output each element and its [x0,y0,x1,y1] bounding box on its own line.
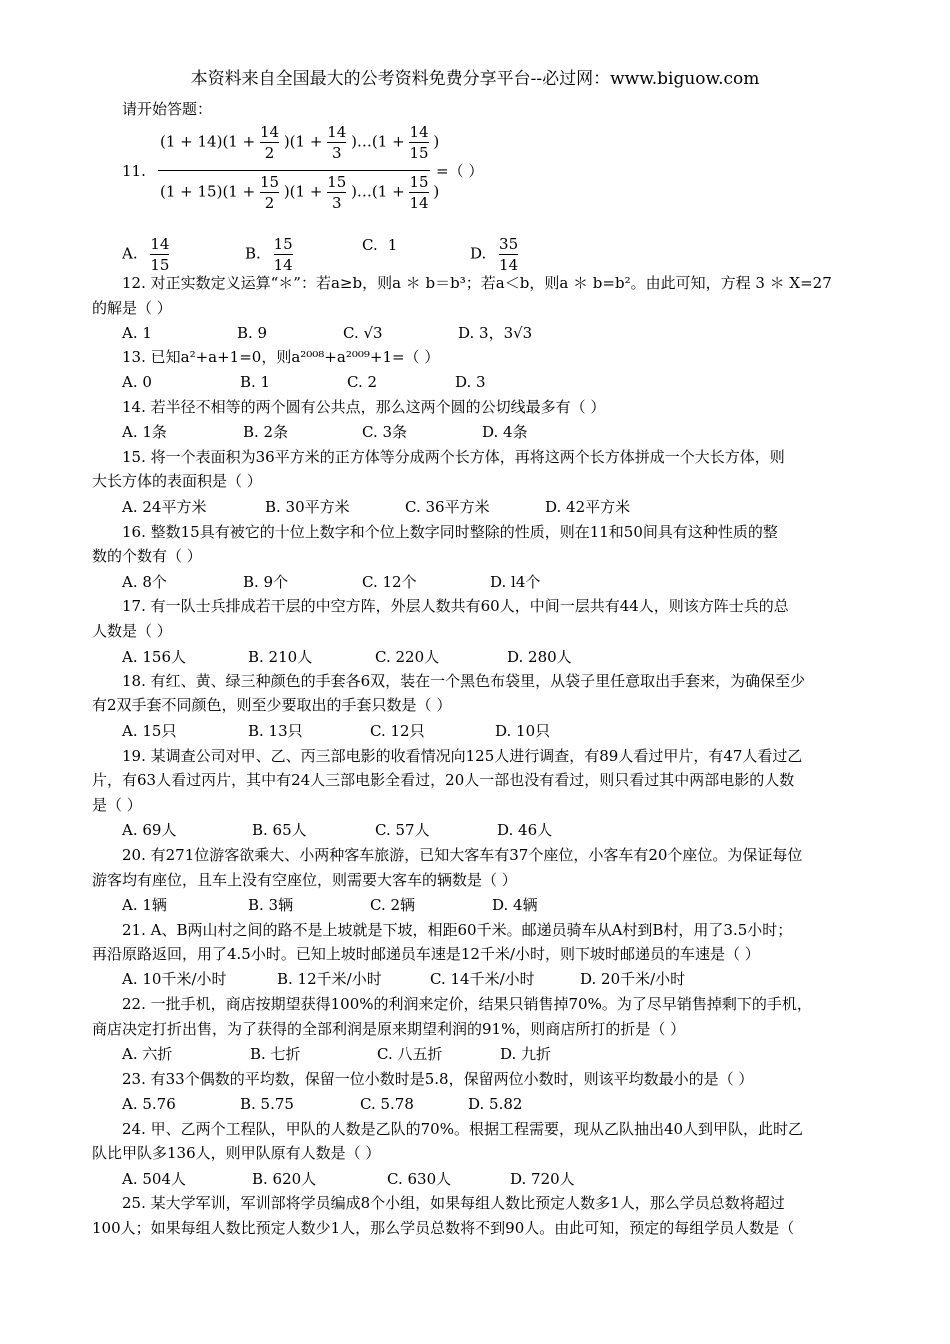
q15-option-d: D. 42平方米 [545,498,631,516]
q12-option-b: B. 9 [237,324,268,342]
q17-option-d: D. 280人 [507,648,572,666]
q15-text-1: 15. 将一个表面积为36平方米的正方体等分成两个长方体，再将这两个长方体拼成一个大长方体，则 [122,448,785,466]
q14-text: 14. 若半径不相等的两个圆有公共点，那么这两个圆的公切线最多有（ ） [122,398,606,416]
q16-option-b: B. 9个 [243,573,289,591]
q14-option-a: A. 1条 [122,423,167,441]
q16-option-a: A. 8个 [122,573,167,591]
q12-text-1: 12. 对正实数定义运算“＊”：若a≥b，则a ＊ b＝b³；若a＜b，则a ＊ b=b²。由此可知，方程 3 ＊ X=27 [122,274,832,292]
q11-fraction-bar [158,170,430,171]
q20-option-a: A. 1辆 [122,896,167,914]
q15-option-c: C. 36平方米 [405,498,490,516]
q21-text-2: 再沿原路返回，用了4.5小时。已知上坡时邮递员车速是12千米/小时，则下坡时邮递员的车速是（ ） [92,945,760,963]
q24-option-b: B. 620人 [252,1170,317,1188]
q17-option-a: A. 156人 [122,648,186,666]
q16-text-1: 16. 整数15具有被它的十位上数字和个位上数字同时整除的性质，则在11和50间具有这种性质的整 [122,523,778,541]
q12-text-2: 的解是（ ） [92,299,172,317]
q16-text-2: 数的个数有（ ） [92,547,202,565]
q17-text-1: 17. 有一队士兵排成若干层的中空方阵，外层人数共有60人，中间一层共有44人，则该方阵士兵的总 [122,597,789,615]
q22-text-1: 22. 一批手机，商店按期望获得100%的利润来定价，结果只销售掉70%。为了尽早销售掉剩下的手机， [122,995,812,1013]
q19-text-1: 19. 某调查公司对甲、乙、丙三部电影的收看情况向125人进行调查，有89人看过甲片，有47人看过乙 [122,747,803,765]
q24-text-1: 24. 甲、乙两个工程队，甲队的人数是乙队的70%。根据工程需要，现从乙队抽出40人到甲队，此时乙 [122,1120,804,1138]
q25-text-1: 25. 某大学军训，军训部将学员编成8个小组，如果每组人数比预定人数多1人，那么学员总数将超过 [122,1194,785,1212]
q15-text-2: 大长方体的表面积是（ ） [92,472,262,490]
q11-option-d: D. $\frac{35}{14}$ [470,235,519,274]
q11-tail: =（ ） [436,162,484,180]
q15-option-a: A. 24平方米 [122,498,207,516]
q18-option-a: A. 15只 [122,722,177,740]
q13-option-a: A. 0 [122,373,152,391]
page-header: 本资料来自全国最大的公考资料免费分享平台--必过网：www.biguow.com [190,69,760,89]
q23-option-b: B. 5.75 [240,1095,294,1113]
q14-option-c: C. 3条 [362,423,408,441]
q14-option-d: D. 4条 [482,423,528,441]
q24-option-a: A. 504人 [122,1170,186,1188]
q14-option-b: B. 2条 [243,423,289,441]
q18-option-d: D. 10只 [495,722,551,740]
q19-option-a: A. 69人 [122,821,177,839]
q24-option-c: C. 630人 [387,1170,452,1188]
q12-option-c: C. √3 [343,324,383,342]
q21-option-a: A. 10千米/小时 [122,970,227,988]
q22-option-a: A. 六折 [122,1045,173,1063]
q17-option-c: C. 220人 [375,648,440,666]
q12-option-a: A. 1 [122,324,152,342]
q12-option-d: D. 3，3√3 [458,324,533,342]
q11-option-a: A. $\frac{14}{15}$ [122,235,170,274]
q24-option-d: D. 720人 [510,1170,575,1188]
q22-option-c: C. 八五折 [377,1045,443,1063]
q13-option-b: B. 1 [240,373,271,391]
q11-option-c: C. 1 [362,236,398,254]
q19-option-b: B. 65人 [252,821,307,839]
q21-option-b: B. 12千米/小时 [277,970,382,988]
q13-option-d: D. 3 [455,373,486,391]
q21-option-d: D. 20千米/小时 [580,970,686,988]
q23-text: 23. 有33个偶数的平均数，保留一位小数时是5.8，保留两位小数时，则该平均数最小的是（ ） [122,1070,754,1088]
q11-option-b: B. $\frac{15}{14}$ [245,235,293,274]
q11-numerator: (1 + 14)(1 + $\frac{14}{2}$ )(1 + $\frac{14}{3}$ )…(1 + $\frac{14}{15}$ ) [160,123,440,162]
q17-text-2: 人数是（ ） [92,622,172,640]
q23-option-a: A. 5.76 [122,1095,176,1113]
q19-text-3: 是（ ） [92,796,142,814]
q18-text-1: 18. 有红、黄、绿三种颜色的手套各6双，装在一个黑色布袋里，从袋子里任意取出手套来，为确保至少 [122,672,806,690]
q20-text-1: 20. 有271位游客欲乘大、小两种客车旅游，已知大客车有37个座位，小客车有20个座位。为保证每位 [122,846,803,864]
q11-denominator: (1 + 15)(1 + $\frac{15}{2}$ )(1 + $\frac{15}{3}$ )…(1 + $\frac{15}{14}$ ) [160,173,440,212]
q19-text-2: 片，有63人看过丙片，其中有24人三部电影全看过，20人一部也没有看过，则只看过其中两部电影的人数 [92,771,795,789]
q22-option-d: D. 九折 [500,1045,552,1063]
q16-option-d: D. l4个 [490,573,541,591]
q25-text-2: 100人；如果每组人数比预定人数少1人，那么学员总数将不到90人。由此可知，预定的每组学员人数是（ [92,1219,795,1237]
q21-text-1: 21. A、B两山村之间的路不是上坡就是下坡，相距60千米。邮递员骑车从A村到B村，用了3.5小时； [122,921,793,939]
q23-option-c: C. 5.78 [360,1095,414,1113]
q18-option-c: C. 12只 [370,722,425,740]
q20-text-2: 游客均有座位，且车上没有空座位，则需要大客车的辆数是（ ） [92,871,517,889]
q15-option-b: B. 30平方米 [265,498,350,516]
q21-option-c: C. 14千米/小时 [430,970,535,988]
q24-text-2: 队比甲队多136人，则甲队原有人数是（ ） [92,1144,381,1162]
q18-option-b: B. 13只 [248,722,303,740]
q19-option-c: C. 57人 [375,821,430,839]
q18-text-2: 有2双手套不同颜色，则至少要取出的手套只数是（ ） [92,696,452,714]
q20-option-c: C. 2辆 [370,896,416,914]
q23-option-d: D. 5.82 [468,1095,523,1113]
q20-option-b: B. 3辆 [248,896,294,914]
q13-option-c: C. 2 [347,373,378,391]
q22-option-b: B. 七折 [250,1045,301,1063]
intro-text: 请开始答题： [122,100,213,118]
q17-option-b: B. 210人 [248,648,313,666]
q22-text-2: 商店决定打折出售，为了获得的全部利润是原来期望利润的91%，则商店所打的折是（ ） [92,1020,686,1038]
q20-option-d: D. 4辆 [492,896,538,914]
q19-option-d: D. 46人 [497,821,553,839]
q13-text: 13. 已知a²+a+1=0，则a²⁰⁰⁸+a²⁰⁰⁹+1=（ ） [122,348,440,366]
q11-number: 11. [122,162,146,180]
q16-option-c: C. 12个 [362,573,417,591]
